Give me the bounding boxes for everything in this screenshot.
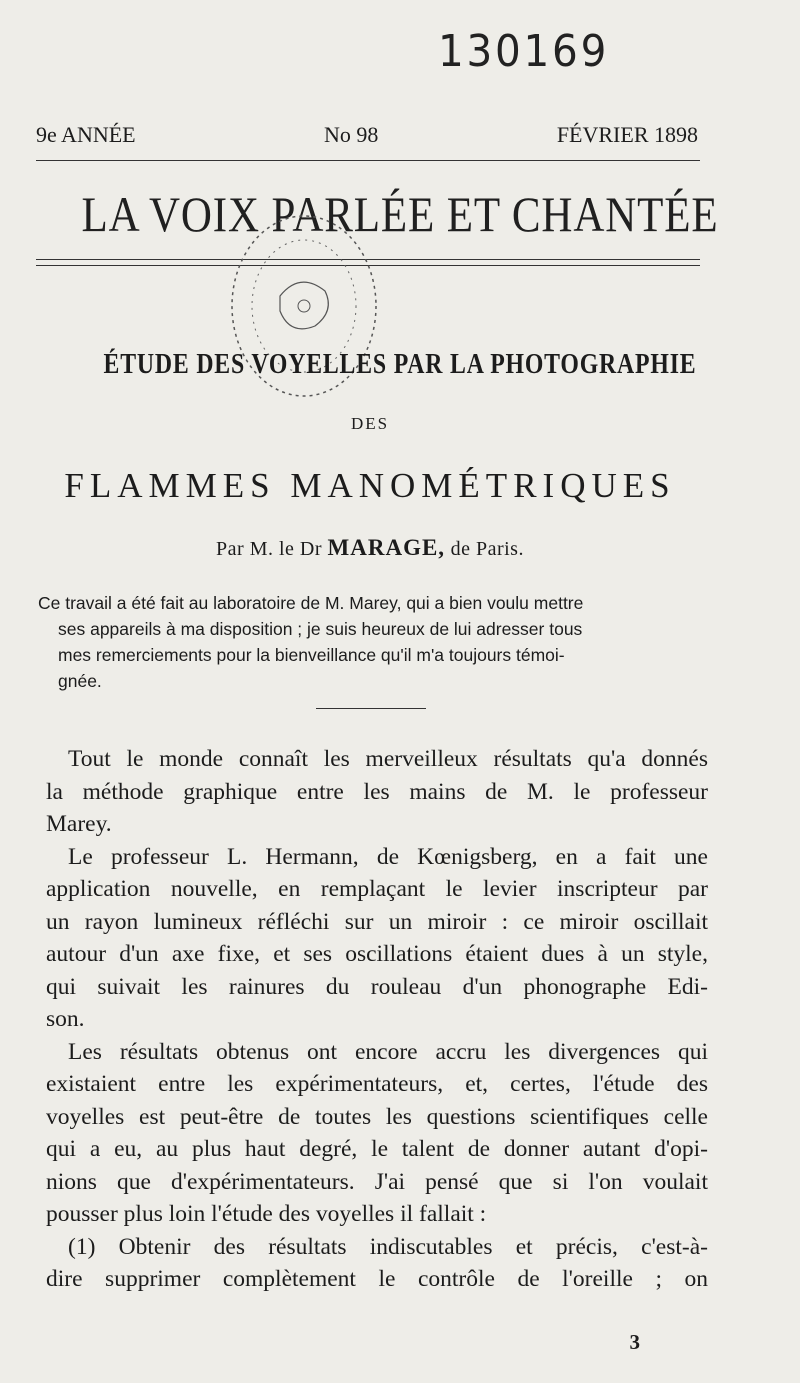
section-divider [316,708,426,709]
journal-title: LA VOIX PARLÉE ET CHANTÉE [81,186,719,242]
text-line: (1) Obtenir des résultats indiscutables et précis, c'est-à- [68,1233,708,1260]
text-line: voyelles est peut-être de toutes les questions scientifiques celle [46,1103,708,1130]
article-body [46,743,708,1296]
author-byline [0,535,740,561]
text-line: nions que d'expérimentateurs. J'ai pensé que si l'on voulait [46,1168,708,1195]
issue-date: FÉVRIER 1898 [556,122,698,147]
text-line: existaient entre les expérimentateurs, et, certes, l'étude des [46,1071,708,1097]
issue-number: No 98 [324,122,379,147]
text-line: qui suivait les rainures du rouleau d'un phonographe Edi- [46,973,708,1000]
header-rule [36,160,700,161]
text-line: application nouvelle, en remplaçant le levier inscripteur par [46,876,708,902]
note-line: mes remerciements pour la bienveillance qu'il m'a toujours témoi- [58,645,565,665]
inventory-number: 130169 [438,26,610,77]
text-line: Marey. [46,811,112,837]
note-line: Ce travail a été fait au laboratoire de M. Marey, qui a bien voulu mettre [38,593,584,613]
author-name: MARAGE, [327,535,446,560]
text-line: qui a eu, au plus haut degré, le talent de donner autant d'opi- [46,1136,708,1162]
issue-header [36,122,698,154]
text-line: son. [46,1006,85,1032]
page-number: 3 [629,1330,640,1354]
text-line: Tout le monde connaît les merveilleux résultats qu'a donnés [68,746,708,772]
text-line: la méthode graphique entre les mains de M. le professeur [46,778,708,805]
byline-suffix: de Paris. [450,538,524,560]
article-subject: FLAMMES MANOMÉTRIQUES [64,466,676,505]
paragraph [46,1036,708,1231]
byline-prefix: Par M. le Dr [216,538,323,560]
text-line: autour d'un axe fixe, et ses oscillations étaient dues à un style, [46,941,708,967]
text-line: Les résultats obtenus ont encore accru les divergences qui [68,1038,708,1065]
article-title: ÉTUDE DES VOYELLES PAR LA PHOTOGRAPHIE [103,348,697,380]
acknowledgement-note [38,590,702,694]
text-line: Le professeur L. Hermann, de Kœnigsberg, en a fait une [68,843,708,870]
year-label: 9e ANNÉE [36,122,136,147]
paragraph [46,841,708,1036]
note-line: ses appareils à ma disposition ; je suis heureux de lui adresser tous [58,619,583,639]
note-line: gnée. [58,671,102,691]
article-title-connector: DES [350,414,390,433]
paragraph [46,743,708,841]
text-line: dire supprimer complètement le contrôle de l'oreille ; on [46,1266,708,1292]
text-line: un rayon lumineux réfléchi sur un miroir : ce miroir oscillait [46,908,708,935]
text-line: pousser plus loin l'étude des voyelles il fallait : [46,1201,487,1227]
paragraph [46,1231,708,1296]
